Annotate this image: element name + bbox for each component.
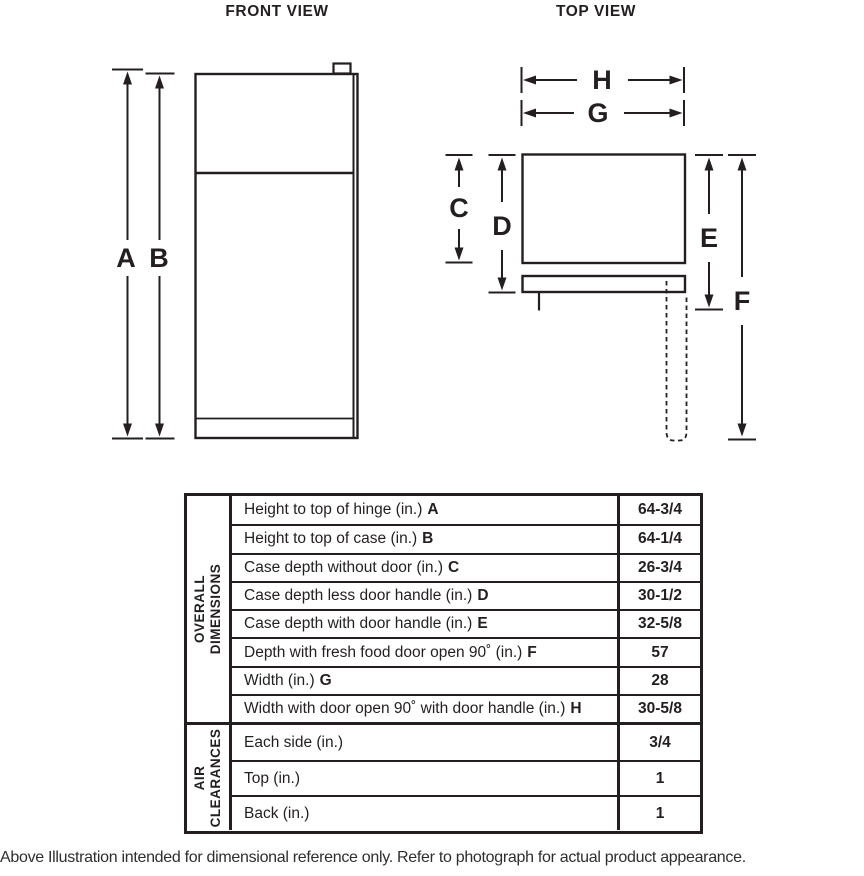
dim-letter-ref: D (477, 587, 489, 605)
table-row-label: Case depth without door (in.) C (232, 553, 620, 581)
dim-label-c: C (449, 193, 469, 223)
dim-label-h: H (592, 65, 612, 95)
front-view-title: FRONT VIEW (225, 3, 329, 20)
air-clearances-group-label: AIR CLEARANCES (192, 728, 223, 828)
dim-label-e: E (699, 223, 719, 253)
dimensions-table (184, 493, 703, 834)
air-clearances-section (187, 722, 700, 830)
table-row-label: Case depth less door handle (in.) D (232, 581, 620, 609)
hinge-cap-outline (334, 64, 351, 74)
overall-dimensions-group-cell (187, 496, 232, 722)
table-row-label: Case depth with door handle (in.) E (232, 609, 620, 637)
table-row-value: 3/4 (649, 733, 671, 751)
dim-letter-ref: B (422, 530, 434, 548)
overall-dimensions-section (187, 496, 700, 722)
table-row-value: 1 (620, 760, 700, 795)
table-row-label: Height to top of case (in.) B (232, 524, 620, 552)
table-row-value: 30-5/8 (620, 694, 700, 722)
table-row-label: Depth with fresh food door open 90˚ (in.) F (232, 637, 620, 665)
dim-label-b: B (149, 243, 169, 273)
table-row-value: 26-3/4 (620, 553, 700, 581)
dim-letter-ref: H (570, 700, 582, 718)
table-row-label: Back (in.) (232, 795, 620, 830)
table-row-label: Width (in.) G (232, 666, 620, 694)
dim-label-g: G (587, 98, 609, 128)
table-row-label: Width with door open 90˚ with door handle (in.) H (232, 694, 620, 722)
dim-letter-ref: E (477, 615, 488, 633)
table-row-label: Height to top of hinge (in.) A (232, 496, 620, 524)
table-row-value: 32-5/8 (620, 609, 700, 637)
table-row-value: 30-1/2 (620, 581, 700, 609)
dim-letter-ref: A (427, 501, 439, 519)
overall-dimensions-group-label: OVERALL DIMENSIONS (192, 563, 223, 655)
dim-letter-ref: G (319, 671, 332, 689)
table-row-value: 64-1/4 (620, 524, 700, 552)
top-view-diagram (446, 3, 757, 441)
table-row-value: 57 (620, 637, 700, 665)
air-clearances-group-cell (187, 725, 232, 830)
table-row-value: 28 (620, 666, 700, 694)
dim-letter-ref: F (527, 643, 537, 661)
fridge-outline (196, 74, 358, 438)
table-row-value: 64-3/4 (638, 501, 682, 519)
dim-label-f: F (733, 286, 751, 316)
caption: Above Illustration intended for dimensional reference only. Refer to photograph for actual product appearance. (0, 849, 746, 866)
table-row-label: Top (in.) (232, 760, 620, 795)
table-row-value: 1 (620, 795, 700, 830)
door-open-dashed-outline (667, 281, 687, 441)
dim-label-a: A (116, 243, 136, 273)
dim-label-d: D (492, 211, 512, 241)
front-view-diagram (112, 3, 358, 439)
case-top-outline (523, 155, 686, 264)
door-top-outline (523, 276, 686, 292)
top-view-title: TOP VIEW (555, 3, 637, 20)
table-row-label: Each side (in.) (232, 725, 620, 760)
dim-letter-ref: C (448, 558, 460, 576)
